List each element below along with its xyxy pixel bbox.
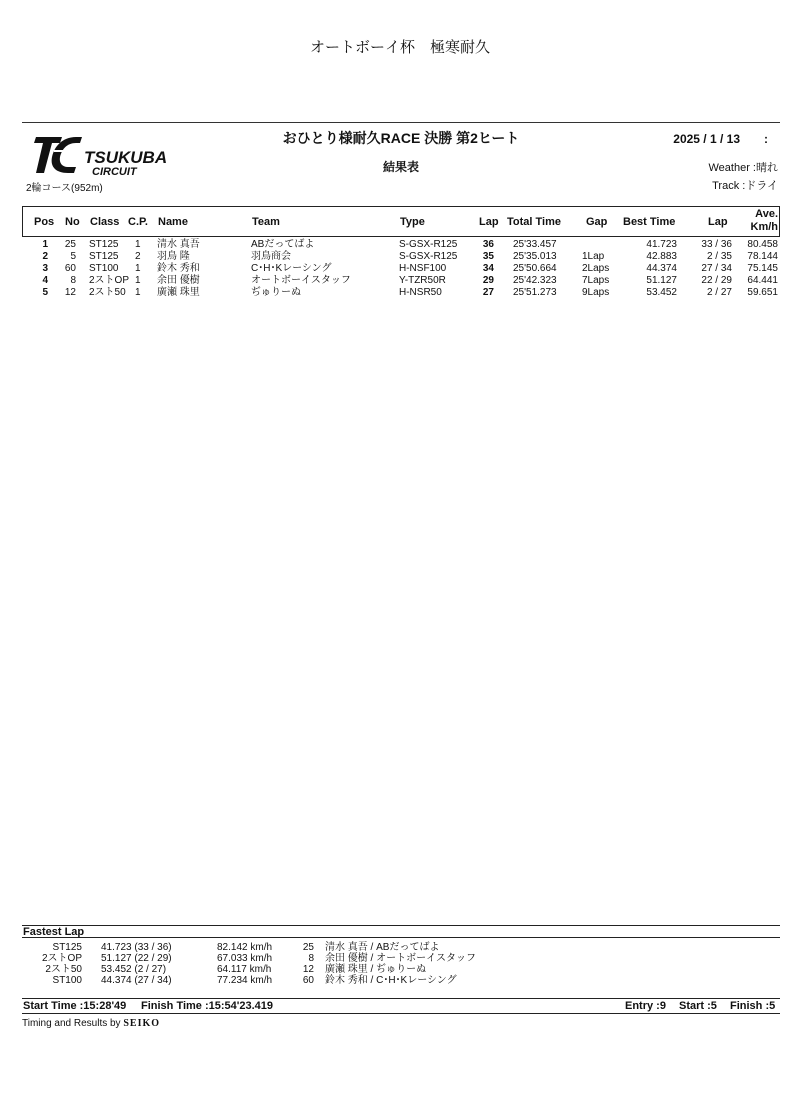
cell-best-time: 42.883 [646, 251, 677, 262]
col-lap: Lap [479, 216, 499, 228]
col-name: Name [158, 216, 188, 228]
col-gap: Gap [586, 216, 608, 228]
fastest-lap-list [22, 938, 780, 998]
fl-speed: 64.117 km/h [217, 964, 272, 975]
cell-best-time: 41.723 [646, 239, 677, 250]
fl-time: 44.374 (27 / 34) [101, 975, 172, 986]
cell-class: 2ストOP [89, 275, 130, 286]
cell-type: Y-TZR50R [399, 275, 446, 286]
cell-best-time: 53.452 [646, 287, 677, 298]
cell-team: C･H･Kレーシング [251, 263, 332, 274]
cell-type: H-NSF100 [399, 263, 447, 274]
cell-cp: 1 [135, 287, 141, 298]
cell-total-time: 25'51.273 [513, 287, 557, 298]
entry-count: Entry :9 [625, 1000, 666, 1012]
results-footer [22, 925, 780, 1029]
cell-gap: 2Laps [582, 263, 610, 274]
fl-class: ST100 [52, 975, 82, 986]
cell-cp: 1 [135, 275, 141, 286]
cell-name: 清水 真吾 [157, 239, 200, 250]
cell-best-lap: 27 / 34 [701, 263, 732, 274]
cell-no: 8 [70, 275, 76, 286]
col-ave [746, 208, 778, 234]
cell-name: 余田 優樹 [157, 275, 200, 286]
result-row [22, 263, 780, 275]
cell-lap: 35 [482, 251, 494, 262]
cell-pos: 2 [42, 251, 48, 262]
document-subtitle: 結果表 [382, 160, 419, 174]
cell-ave: 75.145 [747, 263, 778, 274]
cell-best-time: 51.127 [646, 275, 677, 286]
cell-lap: 34 [482, 263, 494, 274]
cell-pos: 1 [42, 239, 48, 250]
start-time: Start Time :15:28'49 [23, 1000, 127, 1012]
cell-team: ABだってばよ [251, 239, 315, 250]
result-row [22, 287, 780, 299]
fl-rider: 余田 優樹 / オートボーイスタッフ [325, 953, 477, 964]
cell-ave: 78.144 [747, 251, 778, 262]
fl-time: 51.127 (22 / 29) [101, 953, 172, 964]
col-type: Type [400, 216, 425, 228]
cell-ave: 64.441 [747, 275, 778, 286]
seiko-logo: SEIKO [123, 1018, 161, 1029]
results-header [22, 122, 780, 202]
result-row [22, 275, 780, 287]
fl-time: 53.452 (2 / 27) [101, 964, 167, 975]
cell-ave: 59.651 [747, 287, 778, 298]
col-ave-unit: Km/h [750, 221, 778, 233]
svg-text:CIRCUIT: CIRCUIT [92, 166, 137, 175]
cell-cp: 1 [135, 263, 141, 274]
cell-cp: 1 [135, 239, 141, 250]
cell-name: 鈴木 秀和 [157, 263, 200, 274]
finish-time: Finish Time :15:54'23.419 [141, 1000, 274, 1012]
fl-rider: 鈴木 秀和 / C･H･Kレーシング [325, 975, 457, 986]
svg-text:TSUKUBA: TSUKUBA [84, 148, 168, 167]
fastest-lap-title: Fastest Lap [22, 925, 780, 938]
fl-speed: 67.033 km/h [217, 953, 273, 964]
cell-no: 12 [64, 287, 76, 298]
cell-name: 羽鳥 隆 [157, 251, 190, 262]
fastest-lap-row [22, 942, 780, 953]
fl-no: 60 [302, 975, 314, 986]
cell-best-lap: 2 / 27 [706, 287, 732, 298]
cell-lap: 29 [482, 275, 494, 286]
cell-type: S-GSX-R125 [399, 251, 458, 262]
cell-no: 60 [64, 263, 76, 274]
cell-best-lap: 33 / 36 [701, 239, 732, 250]
cell-best-time: 44.374 [646, 263, 677, 274]
fl-time: 41.723 (33 / 36) [101, 942, 172, 953]
cell-team: 羽鳥商会 [251, 251, 291, 262]
cell-team: ぢゅりーぬ [251, 287, 301, 298]
cell-gap: 9Laps [582, 287, 610, 298]
cell-total-time: 25'33.457 [513, 239, 557, 250]
col-cp: C.P. [128, 216, 148, 228]
cell-class: ST100 [89, 263, 119, 274]
cell-total-time: 25'42.323 [513, 275, 557, 286]
race-times-bar [22, 998, 780, 1014]
fl-class: ST125 [52, 942, 82, 953]
timing-credit [22, 1018, 780, 1029]
fl-speed: 77.234 km/h [217, 975, 273, 986]
cell-no: 5 [70, 251, 76, 262]
fl-no: 12 [302, 964, 314, 975]
cell-lap: 36 [482, 239, 494, 250]
col-ave-label: Ave. [755, 208, 778, 220]
cell-best-lap: 2 / 35 [706, 251, 732, 262]
result-row [22, 251, 780, 263]
fl-no: 25 [302, 942, 314, 953]
race-date: 2025 / 1 / 13 : [673, 132, 768, 146]
results-table [22, 206, 780, 299]
fastest-lap-row [22, 953, 780, 964]
fastest-lap-row [22, 964, 780, 975]
fastest-lap-row [22, 975, 780, 986]
cell-class: ST125 [89, 239, 119, 250]
fl-class: 2スト50 [45, 964, 82, 975]
fl-no: 8 [308, 953, 314, 964]
col-no: No [65, 216, 80, 228]
cell-gap: 7Laps [582, 275, 610, 286]
finish-count: Finish :5 [730, 1000, 776, 1012]
results-table-header [22, 206, 780, 237]
fl-rider: 廣瀬 珠里 / ぢゅりーぬ [325, 964, 427, 975]
event-title: オートボーイ杯 極寒耐久 [309, 39, 490, 56]
cell-cp: 2 [135, 251, 141, 262]
cell-ave: 80.458 [747, 239, 778, 250]
start-count: Start :5 [679, 1000, 717, 1012]
course-label: 2輪コース(952m) [26, 183, 103, 194]
fl-class: 2ストOP [41, 953, 82, 964]
timing-text: Timing and Results by [22, 1018, 121, 1029]
fl-rider: 清水 真吾 / ABだってばよ [325, 942, 440, 953]
col-class: Class [90, 216, 120, 228]
cell-team: オートボーイスタッフ [251, 275, 351, 286]
cell-gap: 1Lap [582, 251, 605, 262]
track-label: Track :ドライ [712, 180, 778, 192]
cell-pos: 4 [42, 275, 48, 286]
race-title: おひとり様耐久RACE 決勝 第2ヒート [282, 130, 520, 146]
cell-pos: 5 [42, 287, 48, 298]
cell-best-lap: 22 / 29 [701, 275, 732, 286]
col-team: Team [252, 216, 280, 228]
cell-type: S-GSX-R125 [399, 239, 458, 250]
cell-total-time: 25'50.664 [513, 263, 557, 274]
cell-lap: 27 [482, 287, 494, 298]
cell-class: ST125 [89, 251, 119, 262]
cell-type: H-NSR50 [399, 287, 442, 298]
cell-no: 25 [64, 239, 76, 250]
cell-class: 2スト50 [89, 287, 126, 298]
cell-total-time: 25'35.013 [513, 251, 557, 262]
col-best-time: Best Time [623, 216, 676, 228]
col-best-lap: Lap [708, 216, 728, 228]
col-pos: Pos [34, 216, 55, 228]
cell-pos: 3 [42, 263, 48, 274]
fl-speed: 82.142 km/h [217, 942, 273, 953]
weather-label: Weather :晴れ [708, 162, 778, 174]
result-row [22, 239, 780, 251]
col-total-time: Total Time [507, 216, 561, 228]
cell-name: 廣瀬 珠里 [157, 287, 200, 298]
